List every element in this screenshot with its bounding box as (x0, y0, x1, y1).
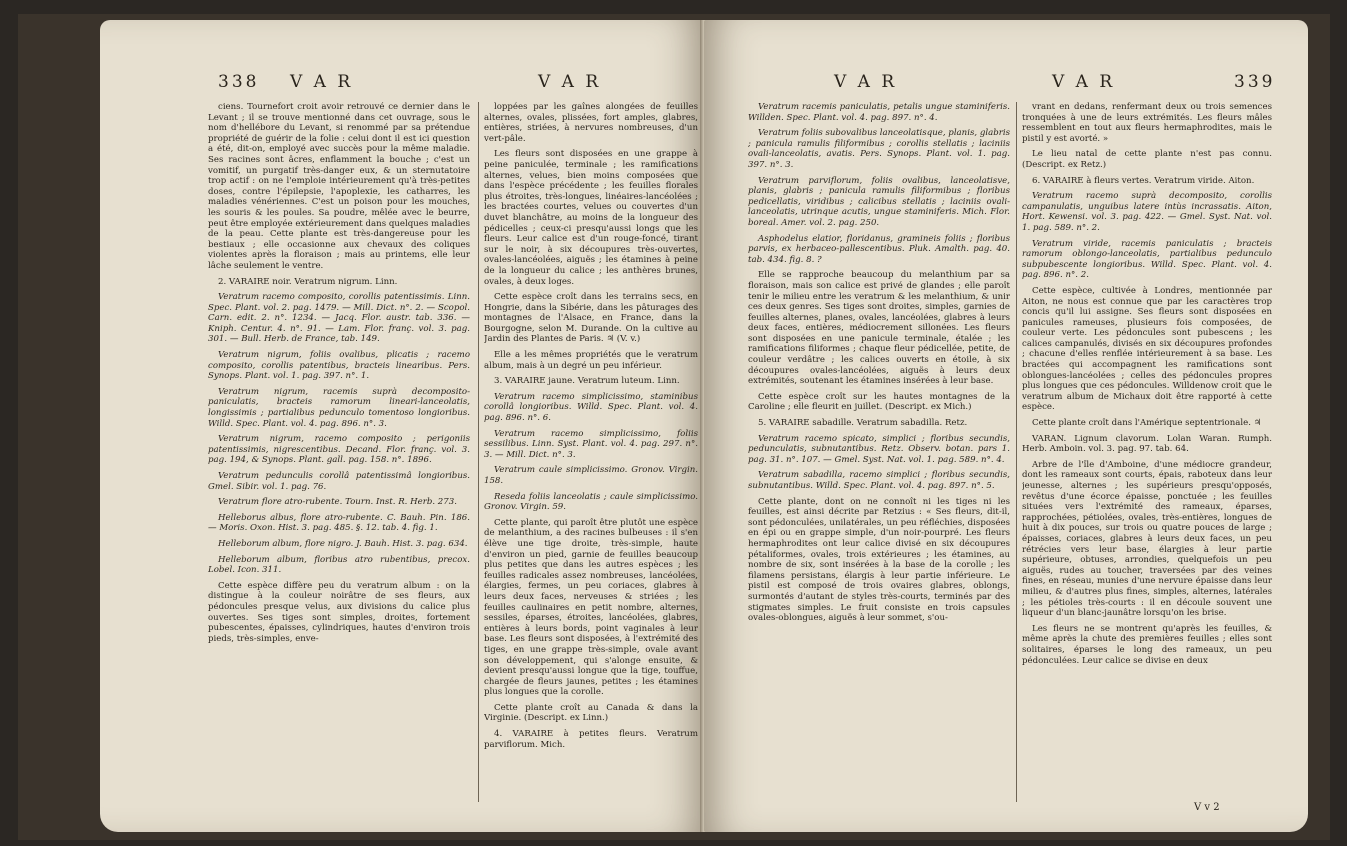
paragraph: VARAN. Lignum clavorum. Lolan Waran. Rumph. Herb. Amboin. vol. 3. pag. 97. tab. 64. (1022, 433, 1272, 455)
paragraph: Veratrum caule simplicissimo. Gronov. Virgin. 158. (484, 465, 698, 486)
running-head-left-2: V A R (538, 72, 602, 92)
paragraph: Veratrum racemo composito, corollis patentissimis. Linn. Spec. Plant. vol. 2. pag. 1479. — Mill. Dict. n°. 2. — Scopol. Carn. edit. 2. n°. 1234. — Jacq. Flor. austr. tab. 336. — Kniph. Centur. 4. n°. 91. — Lam. Flor. franç. vol. 3. pag. 301. — Bull. Herb. de France, tab. 149. (208, 292, 470, 345)
paragraph: Veratrum racemis paniculatis, petalis ungue staminiferis. Willden. Spec. Plant. vol. 4. pag. 897. n°. 4. (748, 102, 1010, 123)
left-page-column-1 (208, 102, 470, 802)
right-page-column-1 (748, 102, 1010, 802)
paragraph: vrant en dedans, renfermant deux ou trois semences tronquées à une de leurs extrémités. Les fleurs mâles ressemblent en tout aux fleurs hermaphrodites, mais le pistil y est avorté. » (1022, 102, 1272, 144)
paragraph: loppées par les gaînes alongées de feuilles alternes, ovales, plissées, fort amples, glabres, entières, striées, à nervures nombreuses, d'un vert-pâle. (484, 102, 698, 144)
paragraph: Veratrum racemo simplicissimo, staminibus corollâ longioribus. Willd. Spec. Plant. vol. 4. pag. 896. n°. 6. (484, 391, 698, 424)
paragraph: Veratrum racemo simplicissimo, foliis sessilibus. Linn. Syst. Plant. vol. 4. pag. 297. n°. 3. — Mill. Dict. n°. 3. (484, 428, 698, 460)
signature-mark: V v 2 (1194, 802, 1220, 813)
paragraph: Veratrum flore atro-rubente. Tourn. Inst. R. Herb. 273. (218, 497, 457, 508)
left-page-header (100, 72, 704, 98)
paragraph: Veratrum viride, racemis paniculatis ; bracteis ramorum oblongo-lanceolatis, partialibus pedunculo subpubescente longioribus. Willd. Spec. Plant. vol. 4. pag. 896. n°. 2. (1022, 238, 1272, 281)
paragraph: Veratrum sabadilla, racemo simplici ; floribus secundis, subnutantibus. Willd. Spec. Plant. vol. 4. pag. 897. n°. 5. (748, 470, 1010, 491)
paragraph: Helleborum album, floribus atro rubentibus, precox. Lobel. Icon. 311. (208, 554, 470, 576)
paragraph: Veratrum parviflorum, foliis ovalibus, lanceolatisve, planis, glabris ; panicula ramulis filiformibus ; floribus pedicellatis, viridibus ; calicibus stellatis ; laciniis ovali-lanceolatis, utrinque acutis, ungue staminiferis. Mich. Flor. boreal. Amer. vol. 2. pag. 250. (748, 175, 1010, 228)
paragraph: Veratrum nigrum, racemo composito ; perigoniis patentissimis, nigrescentibus. Decand. Flor. franç. vol. 3. pag. 194, & Synops. Plant. gall. pag. 158. n°. 1896. (208, 434, 470, 466)
paragraph: Veratrum pedunculis corollâ patentissimâ longioribus. Gmel. Sibir. vol. 1. pag. 76. (208, 471, 470, 492)
running-head-right-1: V A R (834, 72, 898, 92)
paragraph: Helleborus albus, flore atro-rubente. C. Bauh. Pin. 186. — Moris. Oxon. Hist. 3. pag. 485. §. 12. tab. 4. fig. 1. (208, 512, 470, 534)
paragraph: Les fleurs ne se montrent qu'après les feuilles, & même après la chute des premières feuilles ; elles sont solitaires, éparses le long des rameaux, un peu pédonculées. Leur calice se divise en deux (1022, 623, 1272, 666)
paragraph: 5. VARAIRE sabadille. Veratrum sabadilla. Retz. (758, 418, 968, 429)
paragraph: Cette plante, dont on ne connoît ni les tiges ni les feuilles, est ainsi décrite par Retzius : « Ses fleurs, dit-il, sont pédonculées, unilatérales, un peu réfléchies, disposées en épi ou en grappe simple, d'un noir-pourpré. Les fleurs hermaphrodites ont leur calice divisé en six découpures pétaliformes, ovales, trois extérieures ; les étamines, au nombre de six, sont insérées à la base de la corolle ; les filamens persistans, élargis à leur partie inférieure. Le pistil est composé de trois ovaires glabres, oblongs, surmontés d'autant de styles très-courts, terminés par des stigmates simples. Le fruit consiste en trois capsules ovales-oblongues, aiguës à leur sommet, s'ou- (748, 496, 1010, 624)
paragraph: Veratrum nigrum, racemis suprà decomposito-paniculatis, bracteis ramorum lineari-lanceolatis, longissimis ; partialibus pedunculo tomentoso longioribus. Willd. Spec. Plant. vol. 4. pag. 896. n°. 3. (208, 386, 470, 429)
paragraph: Veratrum foliis subovalibus lanceolatisque, planis, glabris ; panicula ramulis filiformibus ; corollis stellatis ; laciniis ovali-lanceolatis, avatis. Pers. Synops. Plant. vol. 1. pag. 397. n°. 3. (748, 128, 1010, 170)
paragraph: Veratrum nigrum, foliis ovalibus, plicatis ; racemo composito, corollis patentibus, bracteis linearibus. Pers. Synops. Plant. vol. 1. pag. 397. n°. 1. (208, 350, 470, 382)
left-page (100, 20, 704, 832)
right-page (704, 20, 1308, 832)
paragraph: Elle se rapproche beaucoup du melanthium par sa floraison, mais son calice est privé de glandes ; elle paroît tenir le milieu entre les veratrum & les melanthium, & unir ces deux genres. Ses tiges sont droites, simples, garnies de feuilles alternes, planes, ovales, lancéolées, glabres à leurs deux faces, entières, médiocrement sillonées. Les fleurs sont disposées en une panicule terminale, étalée ; les ramifications filiformes ; chaque fleur pédicellée, petite, de couleur verdâtre ; les calices ouverts en étoile, à six découpures ovales-lancéolées, aiguës à leurs deux extrémités, soutenant les étamines insérées à leur base. (748, 270, 1010, 387)
paragraph: Cette plante croît dans l'Amérique septentrionale. ♃ (1032, 418, 1262, 429)
column-rule-right (1016, 102, 1017, 802)
paragraph: Reseda foliis lanceolatis ; caule simplicissimo. Gronov. Virgin. 59. (484, 491, 698, 513)
paragraph: Veratrum racemo spicato, simplici ; floribus secundis, pedunculatis, subnutantibus. Retz. Observ. botan. pars 1. pag. 31. n°. 107. — Gmel. Syst. Nat. vol. 1. pag. 589. n°. 4. (748, 433, 1010, 465)
paragraph: Helleborum album, flore nigro. J. Bauh. Hist. 3. pag. 634. (218, 538, 468, 549)
paragraph: Cette plante, qui paroît être plutôt une espèce de melanthium, a des racines bulbeuses : il s'en élève une tige droite, très-simple, haute d'environ un pied, garnie de feuilles beaucoup plus petites que dans les autres espèces ; les feuilles radicales assez nombreuses, lancéolées, élargies, fermes, un peu coriaces, glabres à leurs deux faces, nerveuses & striées ; les feuilles caulinaires en petit nombre, alternes, sessiles, éparses, étroites, lancéolées, glabres, entières à leurs bords, point vaginales à leur base. Les fleurs sont disposées, à l'extrémité des tiges, en une grappe très-simple, ovale avant son développement, qui s'alonge ensuite, & devient presqu'aussi longue que la tige, touffue, chargée de fleurs jaunes, petites ; les étamines plus longues que la corolle. (484, 517, 698, 698)
right-page-header (704, 72, 1308, 98)
left-page-column-2 (484, 102, 698, 802)
paragraph: Cette espèce, cultivée à Londres, mentionnée par Aiton, ne nous est connue que par les caractères trop concis qu'il lui assigne. Ses fleurs sont disposées en panicules rameuses, plusieurs fois composées, de couleur verte. Les pédoncules sont pubescens ; les calices campanulés, divisés en six découpures profondes ; chacune d'elles renflée intérieurement à sa base. Les bractées qui accompagnent les ramifications sont oblongues-lancéolées ; celles des pédoncules propres plus longues que ces pédoncules. Willdenow croit que le veratrum album de Michaux doit être rapporté à cette espèce. (1022, 285, 1272, 413)
paragraph: ciens. Tournefort croit avoir retrouvé ce dernier dans le Levant ; il se trouve mentionné dans cet ouvrage, sous le nom d'hellébore du Levant, si renommé par sa prétendue propriété de guérir de la folie : celui dont il est ici question a été, dit-on, employé avec succès pour la même maladie. Ses racines sont âcres, enflamment la bouche ; c'est un vomitif, un purgatif très-danger eux, & un sternutatoire trop actif : on ne l'emploie intérieurement qu'à très-petites doses, contre l'épilepsie, l'apoplexie, les catharres, les maladies vénériennes. C'est un poison pour les mouches, les souris & les poules. Sa poudre, mêlée avec le beurre, peut être employée extérieurement dans quelques maladies de la peau. Cette plante est très-dangereuse pour les bestiaux ; elle occasionne aux chevaux des coliques violentes après la floraison ; mais au printems, elle leur lâche seulement le ventre. (208, 102, 470, 271)
paragraph: 4. VARAIRE à petites fleurs. Veratrum parviflorum. Mich. (484, 729, 698, 750)
running-head-right-2: V A R (1052, 72, 1116, 92)
paragraph: Elle a les mêmes propriétés que le veratrum album, mais à un degré un peu inférieur. (484, 350, 698, 371)
page-number-right: 339 (1234, 72, 1276, 92)
paragraph: Arbre de l'île d'Amboine, d'une médiocre grandeur, dont les rameaux sont courts, épais, raboteux dans leur jeunesse, alternes ; les supérieurs presqu'opposés, revêtus d'une écorce épaisse, ponctuée ; les feuilles situées vers l'extrémité des rameaux, éparses, rapprochées, pétiolées, ovales, très-entières, longues de huit à dix pouces, sur trois ou quatre pouces de large ; épaisses, coriaces, glabres à leurs deux faces, un peu rétrécies vers leur base, élargies à leur partie supérieure, obtuses, arrondies, quelquefois un peu aiguës, rudes au toucher, traversées par des veines fines, en réseau, munies d'une nervure épaisse dans leur milieu, & d'autres plus fines, simples, alternes, latérales ; les pétioles très-courts : il en découle souvent une liqueur d'un blanc-jaunâtre lorsqu'on les brise. (1022, 459, 1272, 619)
paragraph: Cette plante croît au Canada & dans la Virginie. (Descript. ex Linn.) (484, 702, 698, 724)
paragraph: Cette espèce croît sur les hautes montagnes de la Caroline ; elle fleurit en juillet. (Descript. ex Mich.) (748, 391, 1010, 413)
paragraph: Les fleurs sont disposées en une grappe à peine paniculée, terminale ; les ramifications alternes, velues, bien moins composées que dans l'espèce précédente ; les feuilles florales plus étroites, très-longues, linéaires-lancéolées ; les bractées courtes, velues ou couvertes d'un duvet blanchâtre, au moins de la longueur des pédicelles ; ceux-ci presqu'aussi longs que les fleurs. Leur calice est d'un rouge-foncé, tirant sur le noir, à six découpures très-ouvertes, ovales-lancéolées, aiguës ; les étamines à peine de la longueur du calice ; les anthères brunes, ovales, à deux loges. (484, 149, 698, 287)
paragraph: Cette espèce diffère peu du veratrum album : on la distingue à la couleur noirâtre de ses fleurs, aux pédoncules presque velus, aux divisions du calice plus ouvertes. Ses tiges sont simples, droites, fortement pubescentes, épaisses, cylindriques, hautes d'environ trois pieds, très-simples, enve- (208, 580, 470, 644)
paragraph: 3. VARAIRE jaune. Veratrum luteum. Linn. (494, 376, 680, 387)
paragraph: 2. VARAIRE noir. Veratrum nigrum. Linn. (218, 276, 398, 287)
right-page-column-2 (1022, 102, 1272, 802)
paragraph: Cette espèce croît dans les terrains secs, en Hongrie, dans la Sibérie, dans les pâturages des montagnes de l'Alsace, en France, dans la Bourgogne, selon M. Durande. On la cultive au Jardin des Plantes de Paris. ♃ (V. v.) (484, 292, 698, 345)
open-book (18, 14, 1330, 840)
column-rule-left (478, 102, 479, 802)
paragraph: Veratrum racemo suprà decomposito, corollis campanulatis, unguibus latere intùs incrassatis. Aiton, Hort. Kewensi. vol. 3. pag. 422. — Gmel. Syst. Nat. vol. 1. pag. 589. n°. 2. (1022, 191, 1272, 233)
running-head-left-1: V A R (290, 72, 354, 92)
page-number-left: 338 (218, 72, 260, 92)
paragraph: 6. VARAIRE à fleurs vertes. Veratrum viride. Aiton. (1032, 175, 1255, 186)
paragraph: Asphodelus elatior, floridanus, gramineis foliis ; floribus parvis, ex herbaceo-pallescentibus. Pluk. Amalth. pag. 40. tab. 434. fig. 8. ? (748, 233, 1010, 265)
paragraph: Le lieu natal de cette plante n'est pas connu. (Descript. ex Retz.) (1022, 149, 1272, 170)
